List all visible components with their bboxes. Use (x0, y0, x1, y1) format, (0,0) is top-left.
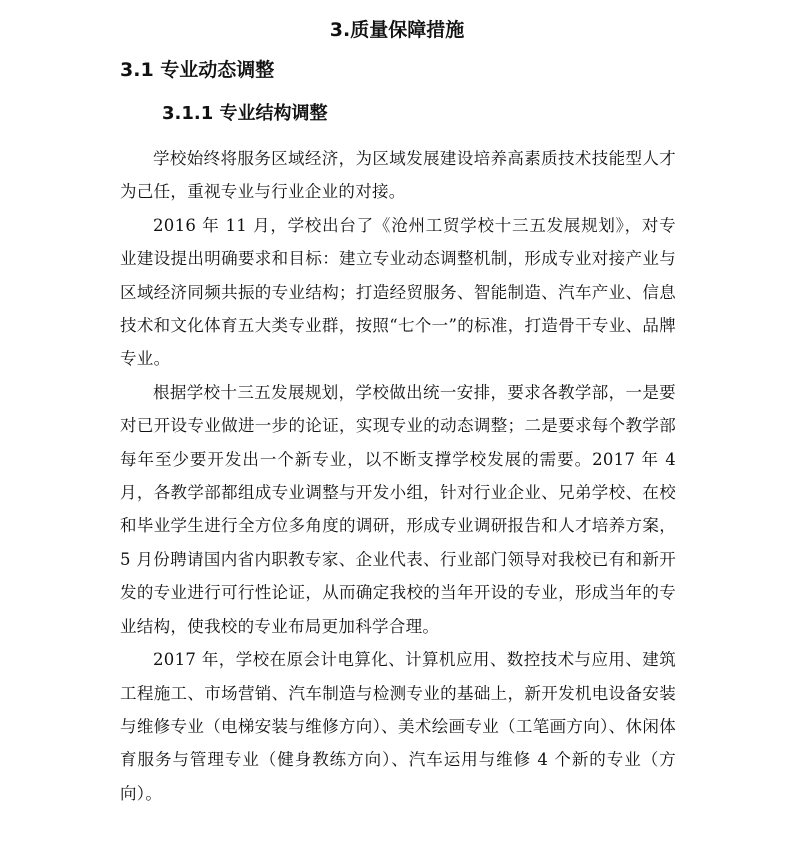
paragraph: 根据学校十三五发展规划，学校做出统一安排，要求各教学部，一是要对已开设专业做进一步的论证，实现专业的动态调整；二是要求每个教学部每年至少要开发出一个新专业，以不断支撑学校发展的需要。2017 年 4 月，各教学部都组成专业调整与开发小组，针对行业企业、兄弟学校、在校和毕业学生进行全方位多角度的调研，形成专业调研报告和人才培养方案，5 月份聘请国内省内职教专家、企业代表、行业部门领导对我校已有和新开发的专业进行可行性论证，从而确定我校的当年开设的专业，形成当年的专业结构，使我校的专业布局更加科学合理。 (120, 382, 676, 636)
paragraph: 2016 年 11 月，学校出台了《沧州工贸学校十三五发展规划》，对专业建设提出明确要求和目标：建立专业动态调整机制，形成专业对接产业与区域经济同频共振的专业结构；打造经贸服务、智能制造、汽车产业、信息技术和文化体育五大类专业群，按照“七个一”的标准，打造骨干专业、品牌专业。 (120, 215, 676, 369)
subsubsection-heading: 3.1.1 专业结构调整 (162, 103, 328, 124)
paragraph: 2017 年，学校在原会计电算化、计算机应用、数控技术与应用、建筑工程施工、市场营销、汽车制造与检测专业的基础上，新开发机电设备安装与维修专业（电梯安装与维修方向）、美术绘画专业（工笔画方向）、休闲体育服务与管理专业（健身教练方向）、汽车运用与维修 4 个新的专业（方向）。 (120, 650, 676, 803)
paragraph: 学校始终将服务区域经济，为区域发展建设培养高素质技术技能型人才为己任，重视专业与行业企业的对接。 (120, 149, 676, 202)
section-heading: 3.质量保障措施 (329, 19, 465, 41)
body-text (120, 142, 676, 810)
subsection-heading: 3.1 专业动态调整 (120, 59, 275, 81)
